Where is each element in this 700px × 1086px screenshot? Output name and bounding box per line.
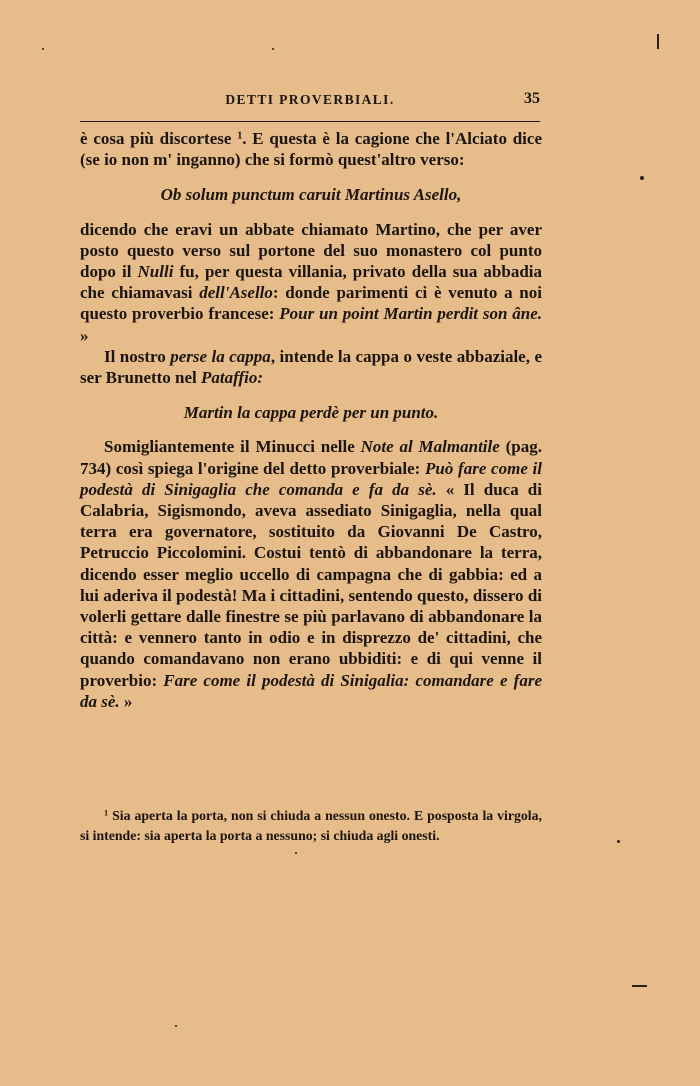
- running-head: DETTI PROVERBIALI.: [225, 92, 395, 107]
- scan-speck: [175, 1025, 177, 1027]
- footnote-mark: 1: [104, 808, 109, 818]
- scan-speck: [272, 48, 274, 50]
- scan-mark: [657, 34, 659, 49]
- header-rule: [80, 121, 540, 122]
- footnotes: [80, 806, 542, 845]
- scan-speck: [617, 840, 620, 843]
- main-text: [80, 128, 542, 712]
- footnote-ref: 1: [237, 130, 243, 142]
- scan-speck: [640, 176, 644, 180]
- verse-1: Ob solum punctum caruit Martinus Asello,: [160, 185, 462, 205]
- verse-2: Martin la cappa perdè per un punto.: [183, 403, 439, 423]
- page-header: [80, 88, 540, 114]
- paragraph-4: Somigliantemente il Minucci nelle Note al Malmantile (pag. 734) così spiega l'origine del detto proverbiale: Può fare come il podestà di Sinigaglia che comanda e fa da sè. « Il duca di Calabria, Sigismondo, aveva assediato Sinigaglia, nella qual terra era governatore, sostituito da Giovanni De Castro, Petruccio Piccolomini. Costui tentò di abbandonare la terra, dicendo esser meglio uccello di campagna che di gabbia: ed a lui aderiva il podestà! Ma i cittadini, sentendo questo, dissero di volerli gettare dalle finestre se più parlavano di abbandonare la città: e vennero tanto in odio e in disprezzo de' cittadini, che quando comandavano non erano ubbiditi: e di qui venne il proverbio: Fare come il podestà di Sinigalia: comandare e fare da sè. »: [80, 437, 543, 711]
- page-number: 35: [524, 90, 540, 107]
- paragraph-1: è cosa più discortese $^1$. E questa è la cagione che l'Alciato dice (se io non m' inganno) che si formò quest'altro verso:: [80, 129, 542, 170]
- paragraph-3: Il nostro perse la cappa, intende la cappa o veste abbaziale, e ser Brunetto nel Pataffio:: [80, 346, 542, 388]
- scan-mark: [632, 985, 647, 987]
- paragraph-2: dicendo che eravi un abbate chiamato Martino, che per aver posto questo verso sul portone del suo monastero col punto dopo il Nulli fu, per questa villania, privato della sua abbadia che chiamavasi dell'Asello: donde parimenti ci è venuto a noi questo proverbio francese: Pour un point Martin perdit son âne. »: [80, 219, 543, 345]
- scan-speck: [295, 852, 297, 854]
- footnote-1: $^1$ Sia aperta la porta, non si chiuda a nessun onesto. E posposta la virgola, si intende: sia aperta la porta a nessuno; si chiuda agli onesti.: [80, 808, 542, 843]
- scan-speck: [42, 48, 44, 50]
